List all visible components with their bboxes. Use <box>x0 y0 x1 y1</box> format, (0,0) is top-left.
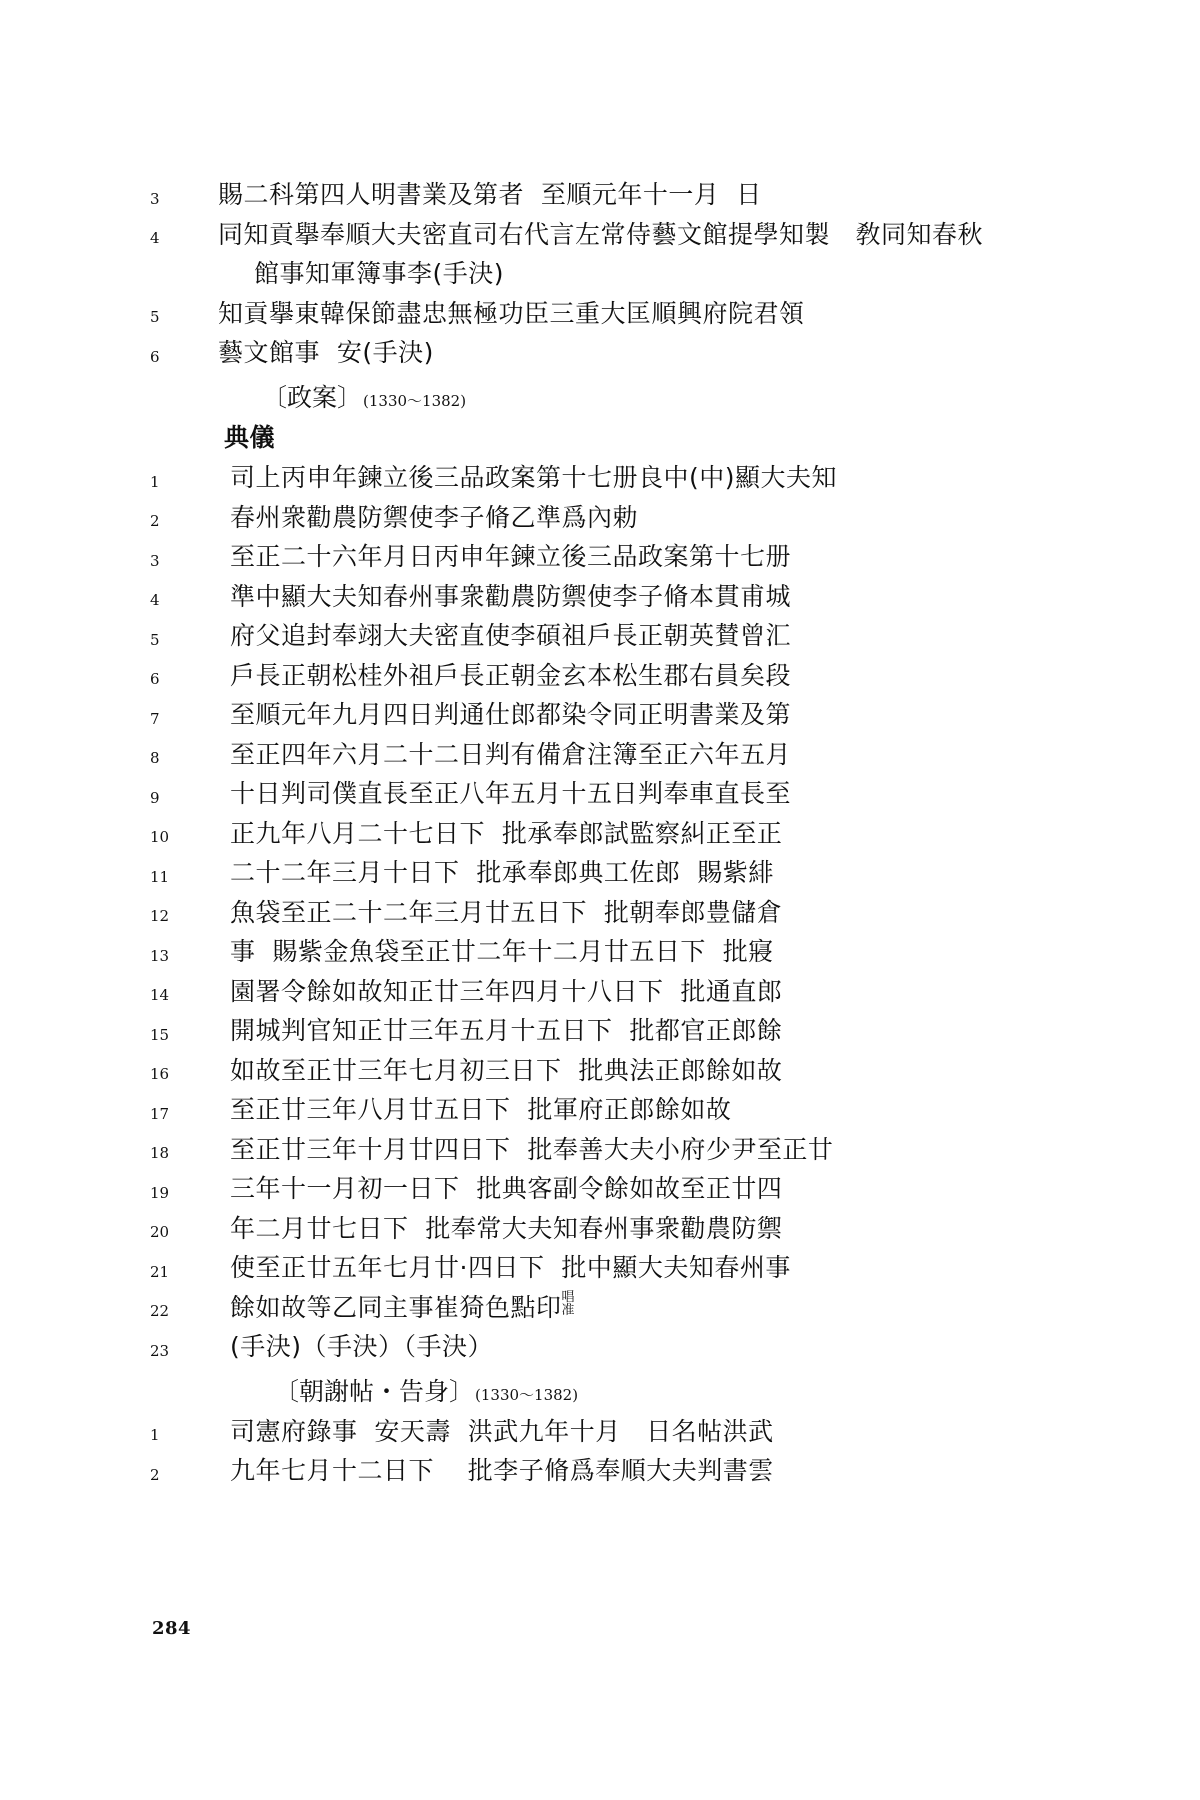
line-text: 餘如故等乙同主事崔猗色點印 <box>230 1292 562 1322</box>
text-line <box>150 1056 1070 1087</box>
line-number: 19 <box>150 1183 170 1202</box>
source-heading <box>150 1372 1070 1408</box>
text-line <box>150 582 1070 613</box>
line-text: 如故至正廿三年七月初三日下 批典法正郎餘如故 <box>230 1055 783 1085</box>
line-text: 園署令餘如故知正廿三年四月十八日下 批通直郎 <box>230 976 783 1006</box>
text-line <box>150 661 1070 692</box>
line-text: 至正四年六月二十二日判有備倉注簿至正六年五月 <box>230 739 792 769</box>
line-text: 魚袋至正二十二年三月廿五日下 批朝奉郎豊儲倉 <box>230 897 783 927</box>
line-text: 開城判官知正廿三年五月十五日下 批都官正郎餘 <box>230 1016 783 1045</box>
source-heading <box>150 378 1070 414</box>
line-text: 九年七月十二日下 批李子脩爲奉順大夫判書雲 <box>230 1456 774 1485</box>
line-text: 知貢擧東韓保節盡忠無極功臣三重大匡順興府院君領 <box>218 298 805 328</box>
line-number: 20 <box>150 1223 170 1241</box>
line-text: 賜二科第四人明書業及第者 至順元年十一月 日 <box>218 180 762 209</box>
line-number: 18 <box>150 1144 170 1162</box>
line-text: 使至正廿五年七月廿·四日下 批中顯大夫知春州事 <box>230 1253 791 1282</box>
text-line <box>150 1253 1070 1284</box>
line-number: 1 <box>150 1426 160 1444</box>
line-number: 13 <box>150 946 170 965</box>
text-line <box>150 180 1070 211</box>
line-text: 館事知軍簿事李(手決) <box>254 259 505 288</box>
text-line <box>150 1174 1070 1205</box>
section-heading-text: 典儀 <box>224 422 276 452</box>
line-number: 2 <box>150 512 160 530</box>
line-text: 至正廿三年十月廿四日下 批奉善大夫小府少尹至正廿 <box>230 1134 834 1164</box>
line-number: 7 <box>150 709 160 728</box>
seal-bottom-char: 准 <box>561 1303 575 1318</box>
line-number: 12 <box>150 907 170 925</box>
line-number: 16 <box>150 1065 170 1083</box>
line-text: 司上丙申年鍊立後三品政案第十七册良中(中)顯大夫知 <box>230 463 838 492</box>
line-number: 5 <box>150 308 160 326</box>
text-line <box>150 463 1070 494</box>
line-text: 至順元年九月四日判通仕郎都染令同正明書業及第 <box>230 700 792 729</box>
line-number: 10 <box>150 828 170 846</box>
source-title: 〔朝謝帖・告身〕 <box>274 1376 475 1406</box>
text-line <box>150 1016 1070 1047</box>
line-number: 21 <box>150 1262 170 1281</box>
line-text: 至正二十六年月日丙申年鍊立後三品政案第十七册 <box>230 542 792 571</box>
text-line <box>150 299 1070 330</box>
line-number: 5 <box>150 630 160 649</box>
line-text: 事 賜紫金魚袋至正廿二年十二月廿五日下 批寢 <box>230 937 774 966</box>
text-line <box>150 621 1070 652</box>
line-number: 2 <box>150 1465 160 1484</box>
line-text: 正九年八月二十七日下 批承奉郎試監察糾正至正 <box>230 818 783 848</box>
line-number: 3 <box>150 189 160 208</box>
text-line <box>150 259 1070 290</box>
line-text: 年二月廿七日下 批奉常大夫知春州事衆勸農防禦 <box>230 1213 783 1243</box>
line-number: 23 <box>150 1341 170 1360</box>
seal-annotation <box>562 1291 575 1317</box>
text-line <box>150 220 1070 251</box>
line-number: 9 <box>150 788 160 807</box>
text-line <box>150 1417 1070 1448</box>
line-text: 司憲府錄事 安天壽 洪武九年十月 日名帖洪武 <box>230 1416 774 1446</box>
text-line <box>150 338 1070 369</box>
text-line <box>150 858 1070 889</box>
line-number: 8 <box>150 749 160 767</box>
text-line <box>150 937 1070 968</box>
text-line <box>150 1456 1070 1487</box>
line-text: 三年十一月初一日下 批典客副令餘如故至正廿四 <box>230 1174 783 1203</box>
line-number: 6 <box>150 670 160 688</box>
text-line <box>150 819 1070 850</box>
line-number: 17 <box>150 1104 170 1123</box>
line-number: 4 <box>150 229 160 247</box>
seal-top-char: 唱 <box>561 1290 575 1305</box>
section-heading <box>150 423 1070 454</box>
source-year-range: (1330～1382) <box>475 1385 579 1404</box>
text-line <box>150 1332 1070 1363</box>
line-text: 戶長正朝松桂外祖戶長正朝金玄本松生郡右員矣段 <box>230 660 792 690</box>
line-text: 二十二年三月十日下 批承奉郎典工佐郎 賜紫緋 <box>230 858 774 887</box>
line-number: 6 <box>150 347 160 366</box>
line-number: 1 <box>150 472 160 491</box>
line-text: 至正廿三年八月廿五日下 批軍府正郎餘如故 <box>230 1095 732 1124</box>
line-text: 藝文館事 安(手決) <box>218 338 434 367</box>
source-title: 〔政案〕 <box>262 382 363 412</box>
line-number: 3 <box>150 551 160 570</box>
text-line <box>150 1095 1070 1126</box>
text-line <box>150 740 1070 771</box>
line-number: 15 <box>150 1025 170 1044</box>
line-text: 準中顯大夫知春州事衆勸農防禦使李子脩本貫甫城 <box>230 581 792 611</box>
line-text: 十日判司僕直長至正八年五月十五日判奉車直長至 <box>230 779 792 808</box>
text-line <box>150 1214 1070 1245</box>
text-line <box>150 898 1070 929</box>
source-year-range: (1330～1382) <box>363 391 467 410</box>
page-number: 284 <box>152 1618 192 1639</box>
text-line <box>150 977 1070 1008</box>
text-line <box>150 1290 1070 1324</box>
text-line <box>150 503 1070 534</box>
line-text: (手決)（手決）（手決） <box>230 1332 494 1361</box>
text-line <box>150 1135 1070 1166</box>
text-line <box>150 779 1070 810</box>
line-number: 22 <box>150 1302 170 1320</box>
document-body <box>150 180 1070 1496</box>
line-number: 14 <box>150 986 170 1004</box>
line-text: 同知貢擧奉順大夫密直司右代言左常侍藝文館提學知製 敎同知春秋 <box>218 219 984 249</box>
line-number: 4 <box>150 591 160 609</box>
line-text: 府父追封奉翊大夫密直使李碩祖戶長正朝英賛曾汇 <box>230 621 792 650</box>
text-line <box>150 542 1070 573</box>
text-line <box>150 700 1070 731</box>
line-number: 11 <box>150 867 170 886</box>
line-text: 春州衆勸農防禦使李子脩乙準爲內勅 <box>230 502 639 532</box>
